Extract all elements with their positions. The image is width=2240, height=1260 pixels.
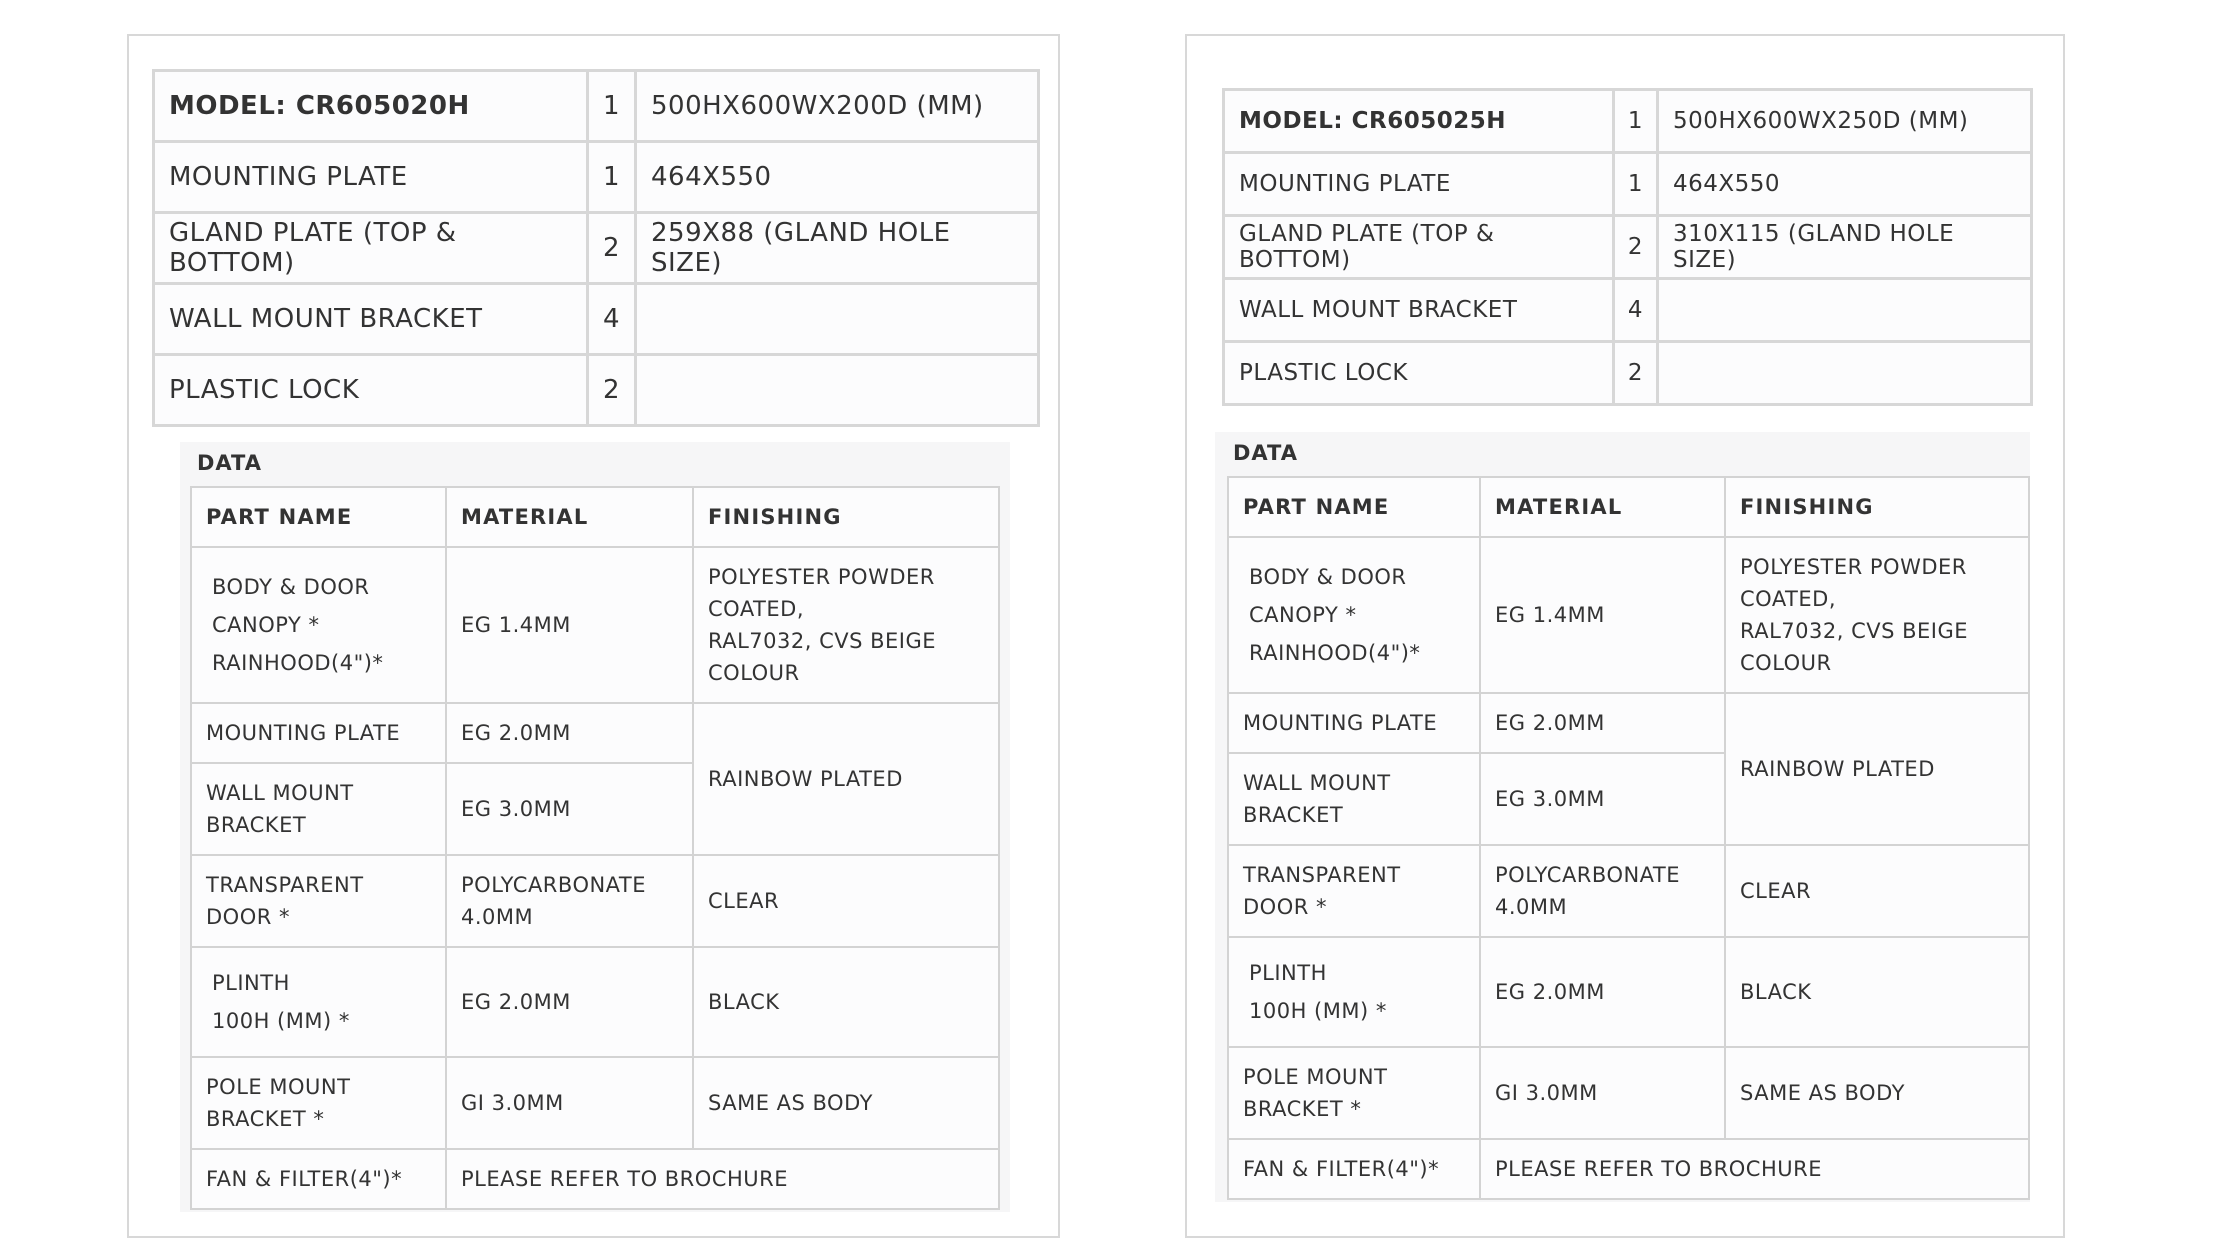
part-line: BODY & DOOR [1249, 565, 1407, 589]
spec-name: PLASTIC LOCK [154, 355, 588, 426]
spec-row-model [1224, 90, 2032, 153]
data-row-transparent-door [191, 855, 999, 947]
header-part-name: PART NAME [191, 487, 446, 547]
spec-row-plastic-lock [1224, 342, 2032, 405]
material-cell: EG 1.4MM [446, 547, 693, 703]
spec-name: PLASTIC LOCK [1224, 342, 1614, 405]
part-line: 100H (MM) * [212, 1009, 350, 1033]
finishing-line: RAL7032, CVS BEIGE [1740, 619, 1969, 643]
finishing-cell: BLACK [1725, 937, 2029, 1047]
model-name: MODEL: CR605025H [1224, 90, 1614, 153]
spec-qty: 2 [588, 355, 636, 426]
spec-value [636, 284, 1039, 355]
finishing-cell: RAINBOW PLATED [1725, 693, 2029, 845]
part-name-cell [1228, 937, 1480, 1047]
part-name-cell [191, 855, 446, 947]
header-material: MATERIAL [1480, 477, 1725, 537]
part-line: POLE MOUNT [1243, 1065, 1388, 1089]
right-spec-table [1222, 88, 2033, 406]
finishing-cell: CLEAR [693, 855, 999, 947]
spec-row-mounting-plate [154, 142, 1039, 213]
spec-name: GLAND PLATE (TOP & BOTTOM) [154, 213, 588, 284]
spec-qty: 4 [588, 284, 636, 355]
finishing-cell: SAME AS BODY [1725, 1047, 2029, 1139]
spec-row-wall-mount [154, 284, 1039, 355]
spec-value: 259X88 (GLAND HOLE SIZE) [636, 213, 1039, 284]
material-cell: EG 2.0MM [1480, 937, 1725, 1047]
finishing-line: COLOUR [708, 661, 800, 685]
material-cell [446, 855, 693, 947]
part-line: PLINTH [1249, 961, 1327, 985]
spec-value: 310X115 (GLAND HOLE SIZE) [1658, 216, 2032, 279]
data-row-plinth [191, 947, 999, 1057]
model-dimensions: 500HX600WX200D (MM) [636, 71, 1039, 142]
material-cell: EG 3.0MM [1480, 753, 1725, 845]
spec-value: 464X550 [636, 142, 1039, 213]
material-cell: EG 2.0MM [446, 703, 693, 763]
part-line: BRACKET * [1243, 1097, 1362, 1121]
part-name-cell [191, 947, 446, 1057]
spec-row-plastic-lock [154, 355, 1039, 426]
model-qty: 1 [1614, 90, 1658, 153]
left-data-label: DATA [197, 451, 263, 475]
material-cell [1480, 845, 1725, 937]
data-row-mounting-plate [191, 703, 999, 763]
part-name-cell [191, 1057, 446, 1149]
finishing-line: POLYESTER POWDER [708, 565, 935, 589]
model-name: MODEL: CR605020H [154, 71, 588, 142]
part-line: CANOPY * [212, 613, 320, 637]
part-name-cell: FAN & FILTER(4")* [1228, 1139, 1480, 1199]
finishing-line: POLYESTER POWDER [1740, 555, 1967, 579]
part-line: PLINTH [212, 971, 290, 995]
right-data-label: DATA [1233, 441, 1299, 465]
material-cell: EG 2.0MM [1480, 693, 1725, 753]
material-line: 4.0MM [461, 905, 534, 929]
part-line: CANOPY * [1249, 603, 1357, 627]
part-line: TRANSPARENT [206, 873, 364, 897]
data-row-fan-filter [191, 1149, 999, 1209]
part-line: WALL MOUNT [206, 781, 354, 805]
right-data-table [1227, 476, 2030, 1200]
data-row-mounting-plate [1228, 693, 2029, 753]
spec-name: MOUNTING PLATE [154, 142, 588, 213]
data-row-pole-mount [191, 1057, 999, 1149]
spec-qty: 4 [1614, 279, 1658, 342]
material-line: POLYCARBONATE [1495, 863, 1681, 887]
material-line: POLYCARBONATE [461, 873, 647, 897]
part-line: DOOR * [206, 905, 290, 929]
spec-value: 464X550 [1658, 153, 2032, 216]
part-line: TRANSPARENT [1243, 863, 1401, 887]
part-name-cell: FAN & FILTER(4")* [191, 1149, 446, 1209]
part-line: RAINHOOD(4")* [1249, 641, 1421, 665]
finishing-cell: BLACK [693, 947, 999, 1057]
part-line: BRACKET [1243, 803, 1344, 827]
model-qty: 1 [588, 71, 636, 142]
left-spec-table [152, 69, 1040, 427]
part-name-cell [1228, 753, 1480, 845]
spec-value [1658, 279, 2032, 342]
data-header-row [1228, 477, 2029, 537]
data-row-body-door [191, 547, 999, 703]
spec-name: WALL MOUNT BRACKET [1224, 279, 1614, 342]
data-row-fan-filter [1228, 1139, 2029, 1199]
spec-name: GLAND PLATE (TOP & BOTTOM) [1224, 216, 1614, 279]
part-line: BODY & DOOR [212, 575, 370, 599]
part-line: WALL MOUNT [1243, 771, 1391, 795]
spec-name: MOUNTING PLATE [1224, 153, 1614, 216]
part-name-cell [191, 547, 446, 703]
material-cell: EG 1.4MM [1480, 537, 1725, 693]
spec-qty: 2 [588, 213, 636, 284]
finishing-line: COATED, [1740, 587, 1837, 611]
finishing-cell: RAINBOW PLATED [693, 703, 999, 855]
finishing-cell [1725, 537, 2029, 693]
finishing-line: COLOUR [1740, 651, 1832, 675]
header-finishing: FINISHING [693, 487, 999, 547]
material-cell: EG 3.0MM [446, 763, 693, 855]
header-material: MATERIAL [446, 487, 693, 547]
note-cell: PLEASE REFER TO BROCHURE [446, 1149, 999, 1209]
data-row-plinth [1228, 937, 2029, 1047]
spec-qty: 2 [1614, 342, 1658, 405]
spec-row-gland-plate [154, 213, 1039, 284]
part-line: RAINHOOD(4")* [212, 651, 384, 675]
data-header-row [191, 487, 999, 547]
spec-value [1658, 342, 2032, 405]
data-row-body-door [1228, 537, 2029, 693]
part-name-cell [1228, 1047, 1480, 1139]
left-data-table [190, 486, 1000, 1210]
part-name-cell: MOUNTING PLATE [1228, 693, 1480, 753]
material-cell: GI 3.0MM [446, 1057, 693, 1149]
finishing-cell: CLEAR [1725, 845, 2029, 937]
part-name-cell [1228, 845, 1480, 937]
part-name-cell: MOUNTING PLATE [191, 703, 446, 763]
header-finishing: FINISHING [1725, 477, 2029, 537]
data-row-transparent-door [1228, 845, 2029, 937]
material-cell: GI 3.0MM [1480, 1047, 1725, 1139]
part-name-cell [191, 763, 446, 855]
spec-qty: 1 [1614, 153, 1658, 216]
finishing-line: RAL7032, CVS BEIGE [708, 629, 937, 653]
model-dimensions: 500HX600WX250D (MM) [1658, 90, 2032, 153]
part-line: BRACKET * [206, 1107, 325, 1131]
material-cell: EG 2.0MM [446, 947, 693, 1057]
spec-row-mounting-plate [1224, 153, 2032, 216]
spec-value [636, 355, 1039, 426]
spec-row-model [154, 71, 1039, 142]
spec-qty: 2 [1614, 216, 1658, 279]
finishing-cell [693, 547, 999, 703]
spec-name: WALL MOUNT BRACKET [154, 284, 588, 355]
note-cell: PLEASE REFER TO BROCHURE [1480, 1139, 2029, 1199]
header-part-name: PART NAME [1228, 477, 1480, 537]
part-name-cell [1228, 537, 1480, 693]
part-line: 100H (MM) * [1249, 999, 1387, 1023]
part-line: DOOR * [1243, 895, 1327, 919]
spec-qty: 1 [588, 142, 636, 213]
spec-row-wall-mount [1224, 279, 2032, 342]
finishing-cell: SAME AS BODY [693, 1057, 999, 1149]
finishing-line: COATED, [708, 597, 805, 621]
part-line: BRACKET [206, 813, 307, 837]
data-row-pole-mount [1228, 1047, 2029, 1139]
part-line: POLE MOUNT [206, 1075, 351, 1099]
material-line: 4.0MM [1495, 895, 1568, 919]
spec-row-gland-plate [1224, 216, 2032, 279]
